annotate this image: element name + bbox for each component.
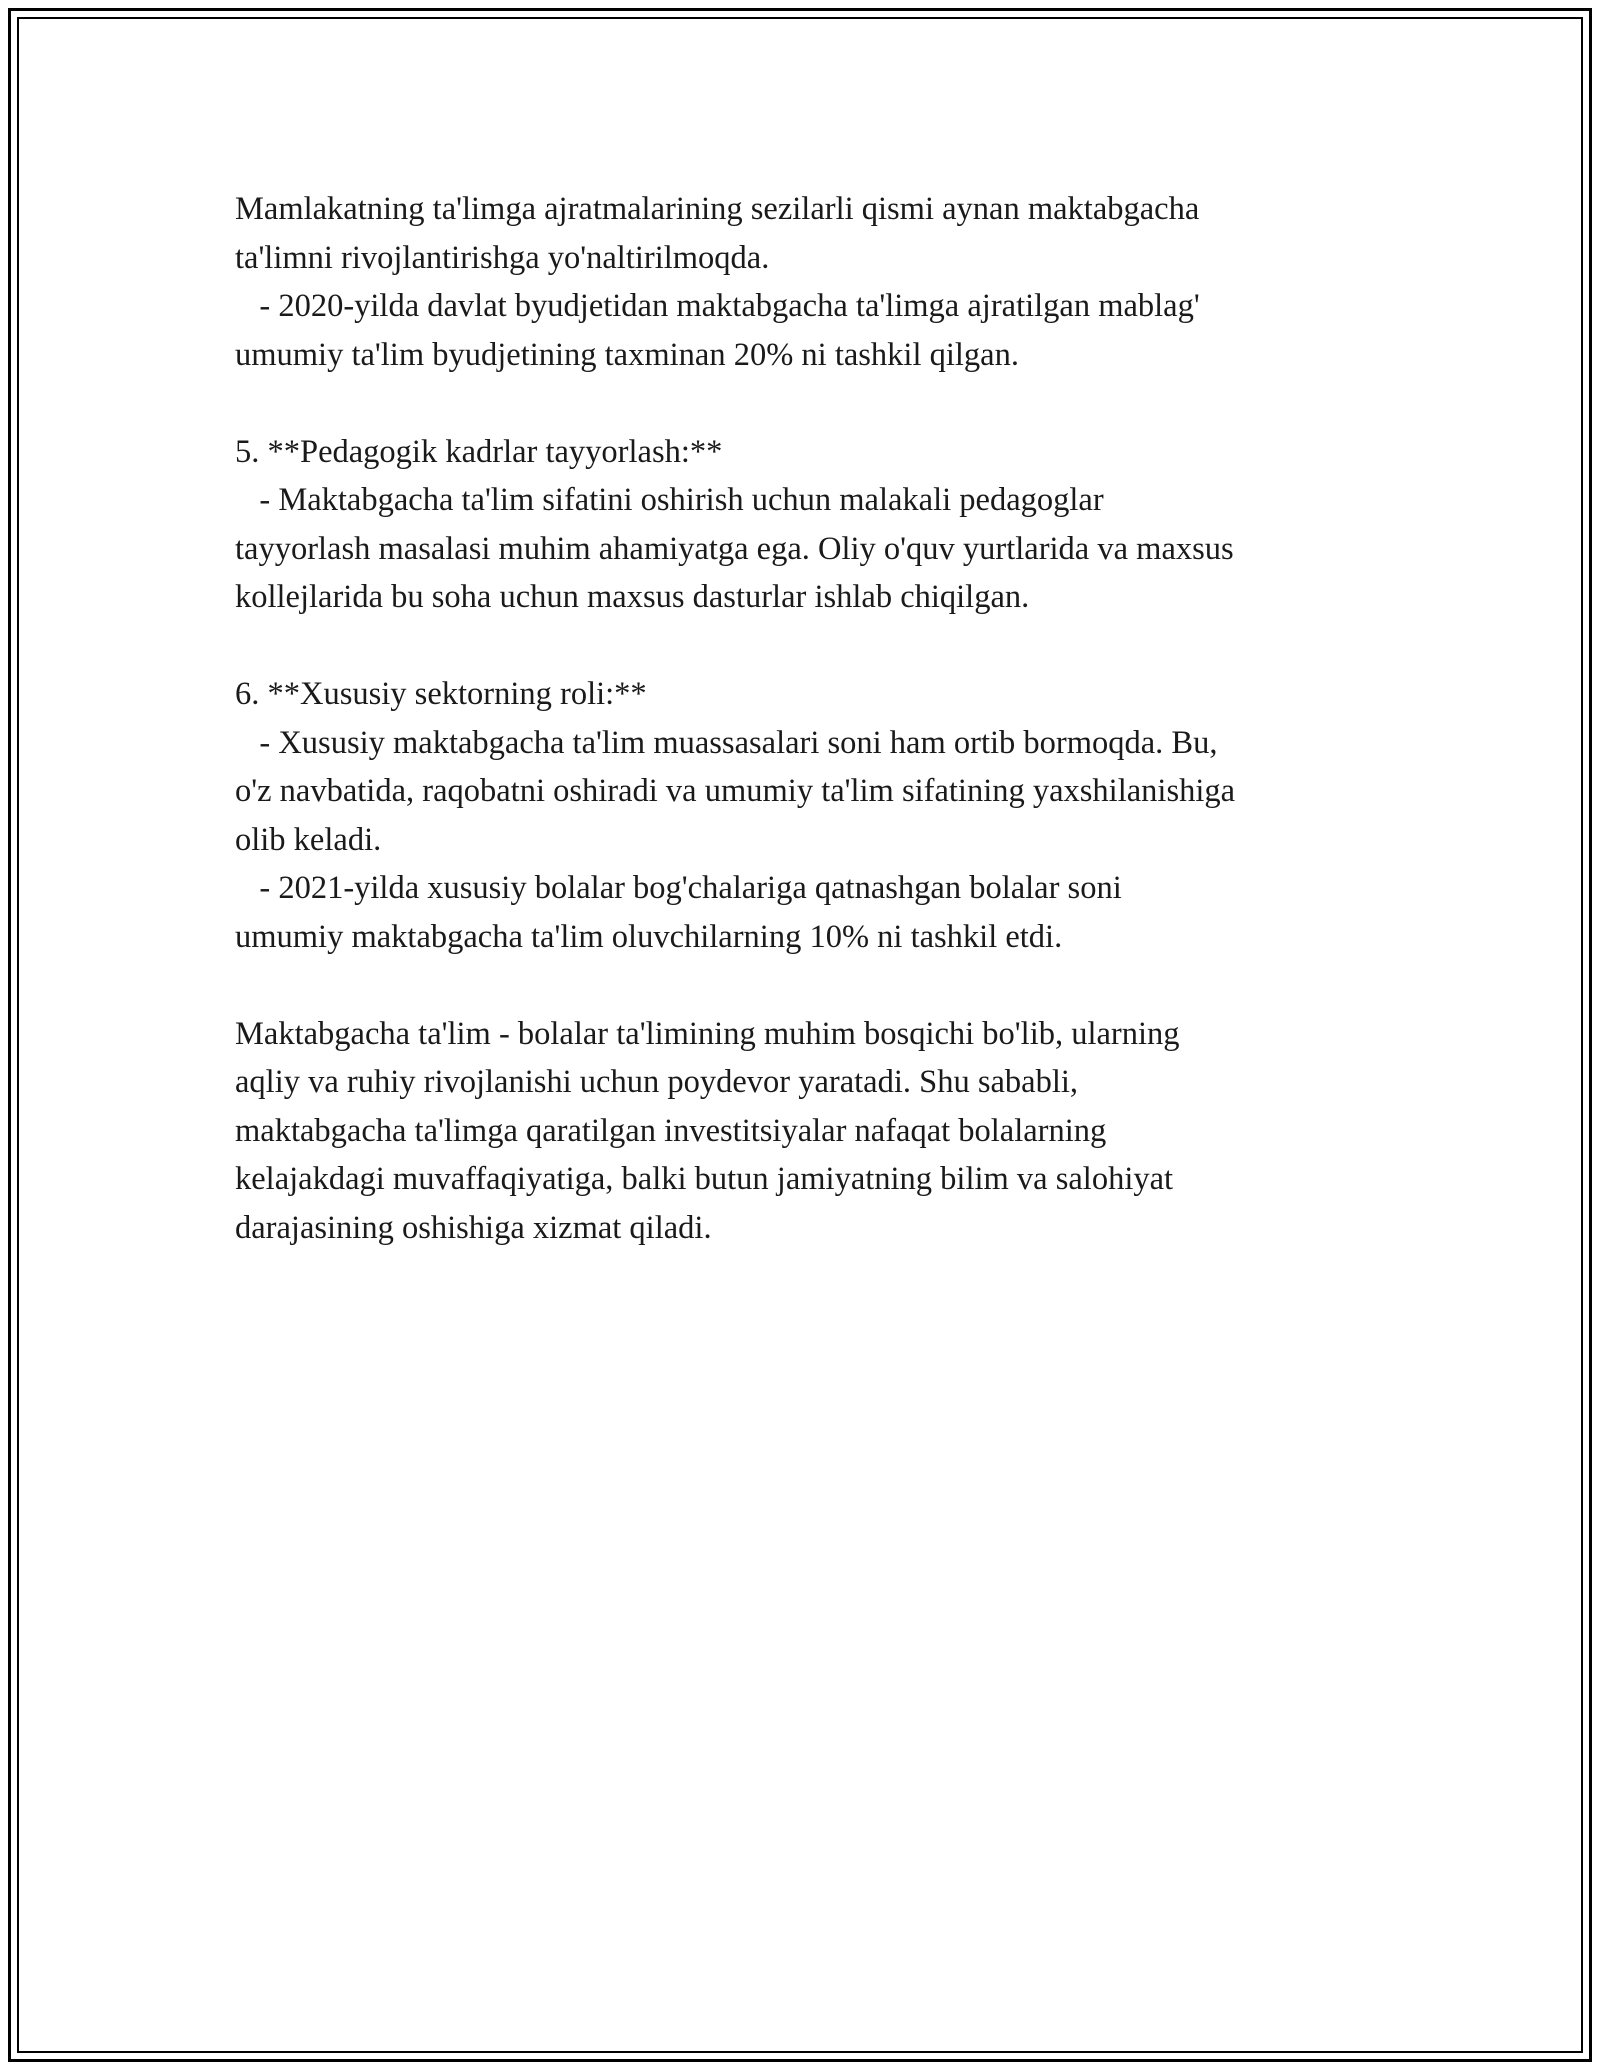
document-body xyxy=(235,185,1385,1252)
section-heading: 5. **Pedagogik kadrlar tayyorlash:** xyxy=(235,433,723,470)
text-line: umumiy maktabgacha ta'lim oluvchilarning 10% ni tashkil etdi. xyxy=(235,918,1063,955)
text-line: kelajakdagi muvaffaqiyatiga, balki butun jamiyatning bilim va salohiyat xyxy=(235,1161,1174,1197)
text-line: Maktabgacha ta'lim - bolalar ta'limining muhim bosqichi bo'lib, ularning xyxy=(235,1015,1180,1052)
blank-line xyxy=(235,961,1385,1010)
text-line: umumiy ta'lim byudjetining taxminan 20% ni tashkil qilgan. xyxy=(235,336,1019,373)
text-line: kollejlarida bu soha uchun maxsus dasturlar ishlab chiqilgan. xyxy=(235,579,1030,615)
text-line: o'z navbatida, raqobatni oshiradi va umumiy ta'lim sifatining yaxshilanishiga xyxy=(235,773,1236,809)
text-line: - Xususiy maktabgacha ta'lim muassasalari soni ham ortib bormoqda. Bu, xyxy=(235,724,1218,761)
text-line: maktabgacha ta'limga qaratilgan investitsiyalar nafaqat bolalarning xyxy=(235,1112,1107,1149)
text-line: olib keladi. xyxy=(235,821,382,858)
section-heading: 6. **Xususiy sektorning roli:** xyxy=(235,676,647,712)
text-line: Mamlakatning ta'limga ajratmalarining sezilarli qismi aynan maktabgacha xyxy=(235,191,1200,227)
text-line: aqliy va ruhiy rivojlanishi uchun poydevor yaratadi. Shu sababli, xyxy=(235,1064,1079,1100)
text-line: - 2020-yilda davlat byudjetidan maktabgacha ta'limga ajratilgan mablag' xyxy=(235,288,1200,324)
text-line: ta'limni rivojlantirishga yo'naltirilmoqda. xyxy=(235,239,770,276)
blank-line xyxy=(235,379,1385,428)
blank-line xyxy=(235,622,1385,671)
text-line: tayyorlash masalasi muhim ahamiyatga ega. Oliy o'quv yurtlarida va maxsus xyxy=(235,530,1234,567)
text-line: - Maktabgacha ta'lim sifatini oshirish uchun malakali pedagoglar xyxy=(235,482,1104,518)
text-line: - 2021-yilda xususiy bolalar bog'chalariga qatnashgan bolalar soni xyxy=(235,870,1122,906)
text-line: darajasining oshishiga xizmat qiladi. xyxy=(235,1209,712,1246)
